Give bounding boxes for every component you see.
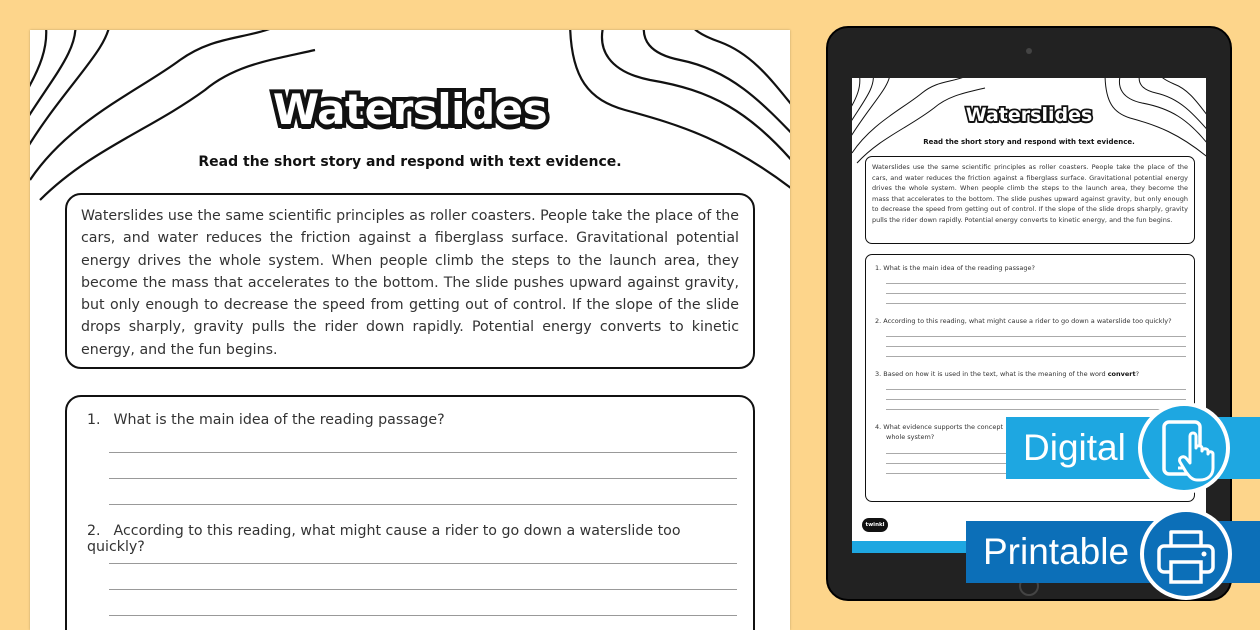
answer-line[interactable]	[109, 589, 737, 590]
answer-line[interactable]	[886, 409, 1186, 410]
tablet-question-2: 2. According to this reading, what might cause a rider to go down a waterslide too quickly?	[875, 317, 1172, 325]
digital-label: Digital	[1023, 427, 1126, 468]
tablet-question-1: 1. What is the main idea of the reading passage?	[875, 264, 1035, 272]
worksheet-title: Waterslides	[272, 85, 548, 134]
answer-line[interactable]	[886, 346, 1186, 347]
question-2	[87, 523, 737, 555]
tablet-worksheet-title: Waterslides	[965, 104, 1093, 126]
tablet-touch-icon-graphic	[1142, 406, 1226, 490]
answer-line[interactable]	[886, 399, 1186, 400]
answer-line[interactable]	[886, 303, 1186, 304]
camera-icon	[1026, 48, 1032, 54]
tablet-touch-icon	[1138, 402, 1230, 494]
tablet-question-3	[875, 369, 1185, 379]
answer-line[interactable]	[109, 478, 737, 479]
printer-icon	[1140, 508, 1232, 600]
answer-line[interactable]	[886, 293, 1186, 294]
printer-icon-graphic	[1144, 512, 1228, 596]
questions-box	[65, 395, 755, 630]
story-box	[65, 193, 755, 369]
worksheet-instructions: Read the short story and respond with text evidence.	[198, 154, 622, 170]
question-number: 2.	[87, 523, 101, 539]
answer-line[interactable]	[886, 283, 1186, 284]
question-text: 4. What evidence supports the concept	[875, 423, 1004, 431]
question-punctuation: ?	[1135, 370, 1140, 378]
worksheet-page	[30, 30, 790, 630]
question-text: What is the main idea of the reading passage?	[113, 412, 445, 428]
question-1	[87, 412, 737, 428]
vocabulary-word: convert	[1107, 370, 1136, 378]
printable-label: Printable	[983, 531, 1130, 572]
answer-line[interactable]	[109, 615, 737, 616]
question-text: 3. Based on how it is used in the text, what is the meaning of the word	[875, 370, 1108, 378]
tablet-story-box	[865, 156, 1195, 244]
twinkl-logo: twinkl	[862, 518, 888, 532]
tablet-story-text: Waterslides use the same scientific principles as roller coasters. People take the place of the cars, and water reduces the friction against a fiberglass surface. Gravitational potential energy drives the whole system. When people climb the steps to the launch area, they become the mass that accelerates to the bottom. The slide pushes upward against gravity, but only enough to decrease the speed from getting out of control. If the slope of the slide drops sharply, gravity pulls the rider down rapidly. Potential energy converts to kinetic energy, and the fun begins.	[872, 163, 1188, 224]
story-text: Waterslides use the same scientific principles as roller coasters. People take the place of the cars, and water reduces the friction against a fiberglass surface. Gravitational potential energy drives the whole system. When people climb the steps to the launch area, they become the mass that accelerates to the bottom. The slide pushes upward against gravity, but only enough to decrease the speed from getting out of control. If the slope of the slide drops sharply, gravity pulls the rider down rapidly. Potential energy converts to kinetic energy, and the fun begins.	[81, 208, 739, 358]
answer-line[interactable]	[886, 356, 1186, 357]
question-number: 1.	[87, 412, 101, 428]
tablet-worksheet-instructions: Read the short story and respond with text evidence.	[923, 138, 1135, 146]
answer-line[interactable]	[886, 336, 1186, 337]
answer-line[interactable]	[886, 389, 1186, 390]
question-text: whole system?	[886, 433, 935, 441]
answer-line[interactable]	[109, 504, 737, 505]
answer-line[interactable]	[109, 563, 737, 564]
answer-line[interactable]	[109, 452, 737, 453]
question-text: According to this reading, what might cause a rider to go down a waterslide too quickly?	[87, 523, 681, 555]
